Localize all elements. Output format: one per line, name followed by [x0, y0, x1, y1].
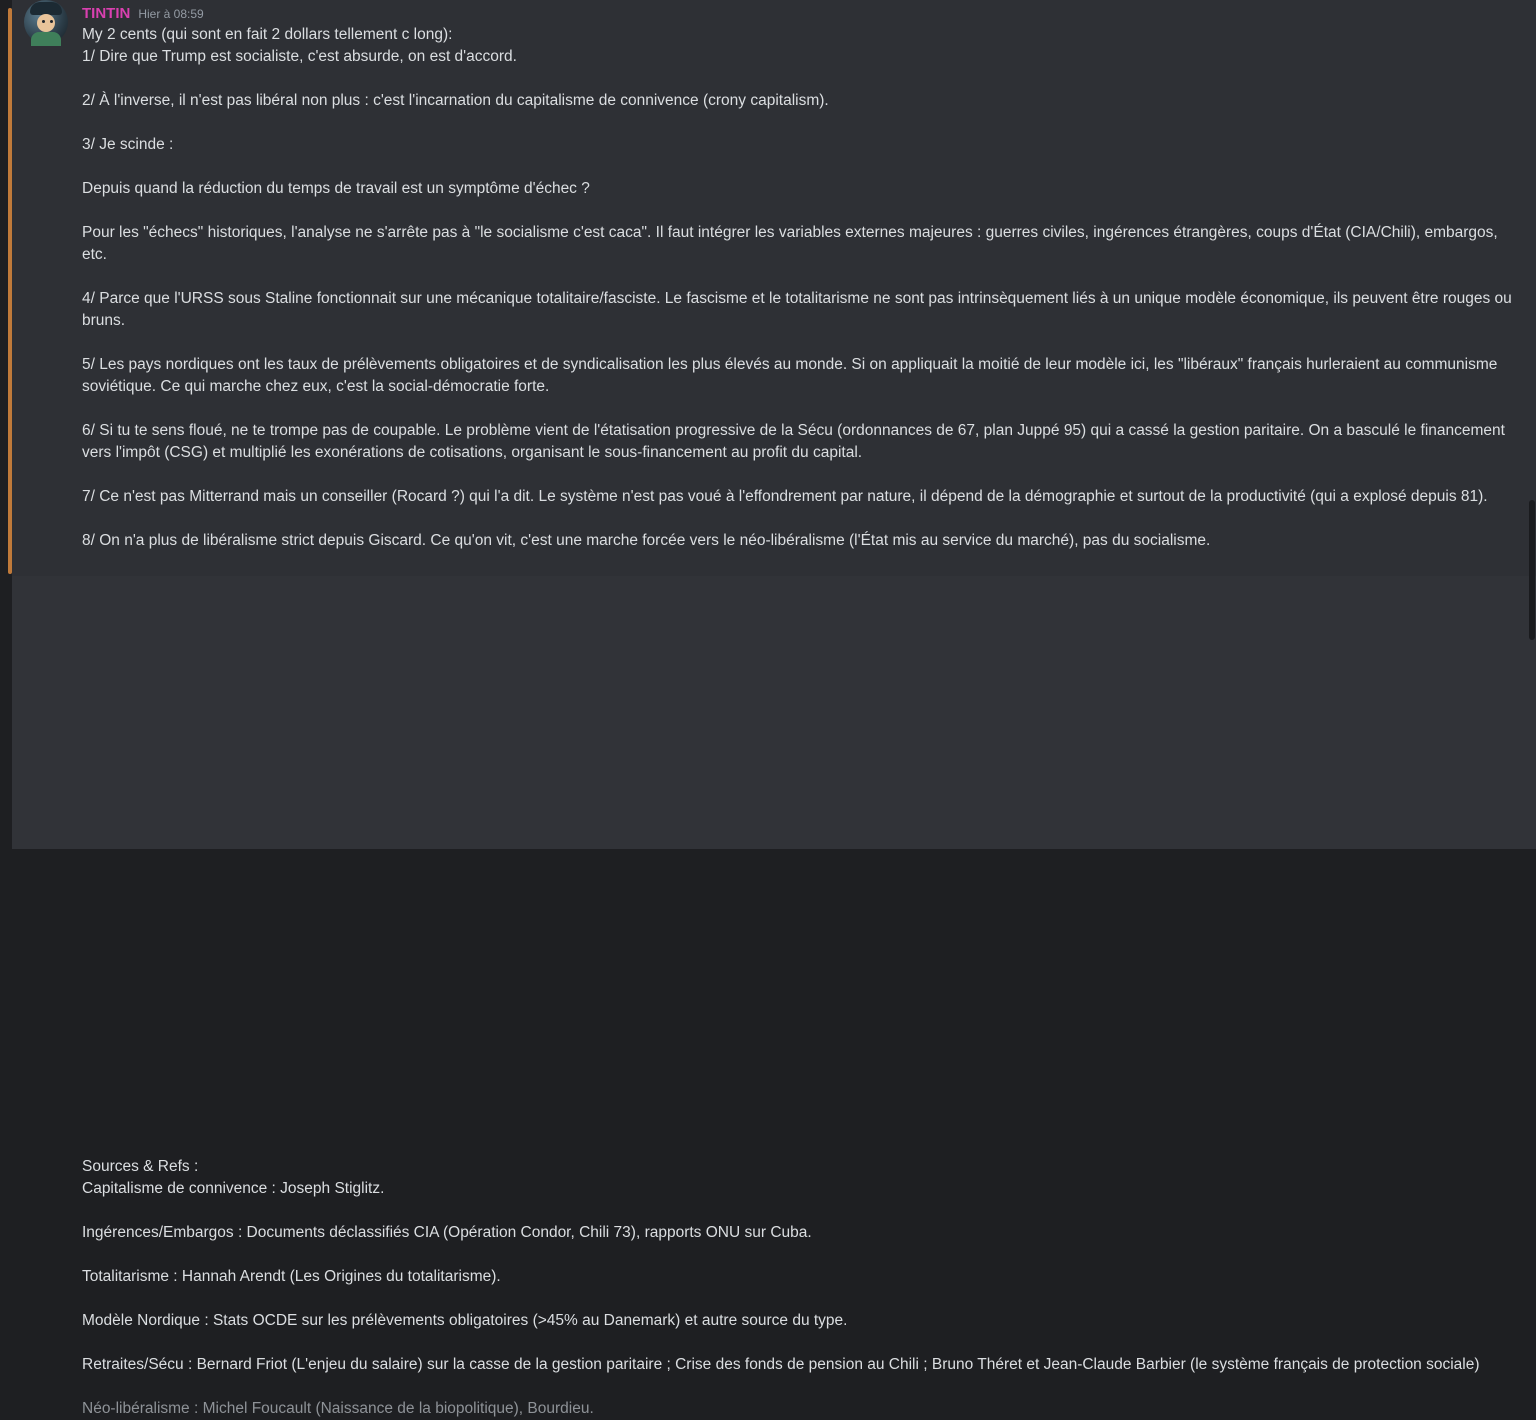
message-paragraph: 1/ Dire que Trump est socialiste, c'est absurde, on est d'accord. — [82, 48, 517, 65]
message-paragraph: 5/ Les pays nordiques ont les taux de prélèvements obligatoires et de syndicalisation les plus élevés au monde. Si on appliquait la moitié de leur modèle ici, les "libéraux" français hurleraient au communisme soviétique. Ce qui marche chez eux, c'est la social-démocratie forte. — [82, 356, 1498, 395]
avatar-body — [31, 32, 61, 46]
message-paragraph: Retraites/Sécu : Bernard Friot (L'enjeu du salaire) sur la casse de la gestion paritaire ; Crise des fonds de pension au Chili ; Bruno Théret et Jean-Claude Barbier (le système français de protection sociale) — [82, 1356, 1480, 1373]
message-header — [82, 5, 204, 23]
message-content — [82, 24, 1522, 596]
avatar[interactable] — [24, 0, 68, 44]
message-paragraph: Sources & Refs : — [82, 1158, 199, 1175]
message-timestamp: Hier à 08:59 — [138, 7, 204, 21]
avatar-eye-right — [50, 20, 53, 23]
message-content — [82, 1156, 1522, 1420]
message-paragraph: Capitalisme de connivence : Joseph Stiglitz. — [82, 1180, 385, 1197]
scrollbar-thumb[interactable] — [1529, 500, 1535, 640]
message-author[interactable]: TINTIN — [82, 5, 131, 22]
message-paragraph: 4/ Parce que l'URSS sous Staline fonctionnait sur une mécanique totalitaire/fasciste. Le fascisme et le totalitarisme ne sont pas intrinsèquement liés à un unique modèle économique, ils peuvent être rouges ou bruns. — [82, 290, 1512, 329]
message-item[interactable] — [12, 576, 1536, 1417]
message-paragraph: Modèle Nordique : Stats OCDE sur les prélèvements obligatoires (>45% au Danemark) et autre source du type. — [82, 1312, 848, 1329]
message-paragraph: Pour les "échecs" historiques, l'analyse ne s'arrête pas à "le socialisme c'est caca". Il faut intégrer les variables externes majeures : guerres civiles, ingérences étrangères, coups d'État (CIA/Chili), embargos, etc. — [82, 224, 1498, 263]
message-paragraph: Totalitarisme : Hannah Arendt (Les Origines du totalitarisme). — [82, 1268, 501, 1285]
avatar-face — [37, 14, 55, 32]
message-item[interactable] — [12, 0, 1536, 576]
message-paragraph: Depuis quand la réduction du temps de travail est un symptôme d'échec ? — [82, 180, 590, 197]
message-paragraph: My 2 cents (qui sont en fait 2 dollars tellement c long): — [82, 26, 453, 43]
message-paragraph: 8/ On n'a plus de libéralisme strict depuis Giscard. Ce qu'on vit, c'est une marche forcée vers le néo-libéralisme (l'État mis au service du marché), pas du socialisme. — [82, 532, 1211, 549]
message-paragraph: 2/ À l'inverse, il n'est pas libéral non plus : c'est l'incarnation du capitalisme de connivence (crony capitalism). — [82, 92, 829, 109]
message-paragraph: 6/ Si tu te sens floué, ne te trompe pas de coupable. Le problème vient de l'étatisation progressive de la Sécu (ordonnances de 67, plan Juppé 95) qui a cassé la gestion paritaire. On a basculé le financement vers l'impôt (CSG) et multiplié les exonérations de cotisations, organisant le sous-financement au profit du capital. — [82, 422, 1505, 461]
message-paragraph: 7/ Ce n'est pas Mitterrand mais un conseiller (Rocard ?) qui l'a dit. Le système n'est pas voué à l'effondrement par nature, il dépend de la démographie et surtout de la productivité (qui a explosé depuis 81). — [82, 488, 1488, 505]
server-rail — [0, 0, 12, 849]
message-list-scrollbar[interactable] — [1528, 10, 1536, 849]
message-paragraph: Néo-libéralisme : Michel Foucault (Naissance de la biopolitique), Bourdieu. — [82, 1400, 594, 1417]
message-paragraph: Ingérences/Embargos : Documents déclassifiés CIA (Opération Condor, Chili 73), rapports ONU sur Cuba. — [82, 1224, 812, 1241]
message-paragraph: 3/ Je scinde : — [82, 136, 174, 153]
avatar-eye-left — [42, 20, 45, 23]
